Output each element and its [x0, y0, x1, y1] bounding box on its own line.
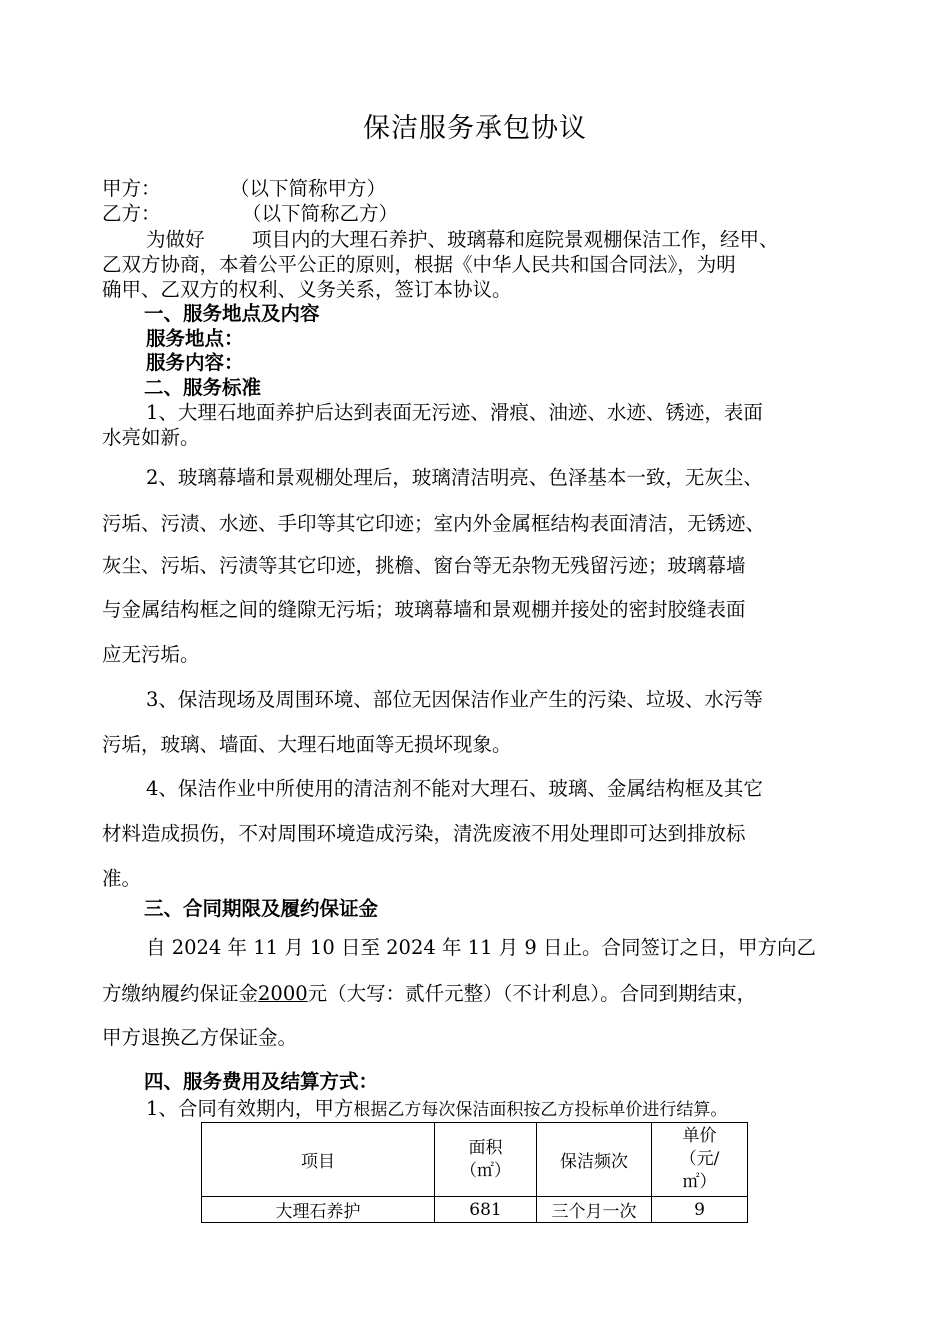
section-2-heading: 二、服务标准 [144, 376, 262, 399]
deposit-amount: 2000 [258, 982, 308, 1005]
standard-2-line-4: 与金属结构框之间的缝隙无污垢；玻璃幕墙和景观棚并接处的密封胶缝表面 [102, 598, 746, 621]
section-4-heading: 四、服务费用及结算方式： [144, 1070, 379, 1093]
settlement-line-1b: 根据乙方每次保洁面积按乙方投标单价进行结算。 [353, 1100, 728, 1120]
standard-2-line-5: 应无污垢。 [102, 643, 200, 666]
section-1-heading: 一、服务地点及内容 [144, 302, 320, 325]
row-item: 大理石养护 [202, 1197, 435, 1223]
party-b-label: 乙方： [102, 202, 161, 225]
header-area [435, 1123, 537, 1197]
header-price-line-2: （元/ [679, 1149, 720, 1170]
row-area: 681 [435, 1197, 537, 1223]
header-frequency: 保洁频次 [537, 1123, 652, 1197]
intro-line-2: 乙双方协商，本着公平公正的原则，根据《中华人民共和国合同法》，为明 [102, 253, 736, 276]
standard-4-line-2: 材料造成损伤，不对周围环境造成污染，清洗废液不用处理即可达到排放标 [102, 822, 746, 845]
standard-3-line-1: 3、保洁现场及周围环境、部位无因保洁作业产生的污染、垃圾、水污等 [146, 688, 763, 711]
term-line-3: 甲方退换乙方保证金。 [102, 1026, 298, 1049]
header-price-line-3: ㎡） [682, 1171, 717, 1192]
section-3-heading: 三、合同期限及履约保证金 [144, 897, 379, 920]
party-a-note: （以下简称甲方） [230, 177, 387, 200]
standard-1-line-1: 1、大理石地面养护后达到表面无污迹、滑痕、油迹、水迹、锈迹，表面 [146, 401, 763, 424]
standard-3-line-2: 污垢，玻璃、墙面、大理石地面等无损坏现象。 [102, 733, 512, 756]
standard-4-line-3: 准。 [102, 867, 142, 890]
intro-line-1a: 为做好 [146, 228, 205, 251]
header-area-line-2: （㎡） [460, 1160, 511, 1181]
document-title: 保洁服务承包协议 [363, 113, 587, 144]
term-line-2b: 元（大写：贰仟元整）（不计利息）。合同到期结束， [307, 982, 757, 1005]
standard-2-line-3: 灰尘、污垢、污渍等其它印迹，挑檐、窗台等无杂物无残留污迹；玻璃幕墙 [102, 554, 746, 577]
header-item: 项目 [202, 1123, 435, 1197]
standard-2-line-2: 污垢、污渍、水迹、手印等其它印迹；室内外金属框结构表面清洁，无锈迹、 [102, 512, 766, 535]
service-location-label: 服务地点： [146, 327, 244, 350]
fee-table [201, 1122, 748, 1223]
header-area-line-1: 面积 [468, 1137, 503, 1158]
row-frequency: 三个月一次 [537, 1197, 652, 1223]
row-price: 9 [652, 1197, 748, 1223]
term-line-1: 自 2024 年 11 月 10 日至 2024 年 11 月 9 日止。合同签订之日，甲方向乙 [146, 936, 816, 959]
header-price-line-1: 单价 [682, 1126, 717, 1147]
table-row [202, 1197, 748, 1223]
term-line-2a: 方缴纳履约保证金 [102, 982, 259, 1005]
intro-line-3: 确甲、乙双方的权利、义务关系，签订本协议。 [102, 278, 512, 301]
header-price [652, 1123, 748, 1197]
standard-1-line-2: 水亮如新。 [102, 426, 200, 449]
intro-line-1b: 项目内的大理石养护、玻璃幕和庭院景观棚保洁工作，经甲、 [252, 228, 779, 251]
party-a-label: 甲方： [102, 177, 161, 200]
settlement-line-1a: 1、合同有效期内，甲方 [146, 1097, 354, 1120]
settlement-line-1 [146, 1097, 727, 1120]
party-b-note: （以下简称乙方） [242, 202, 399, 225]
term-line-2 [102, 982, 756, 1005]
standard-2-line-1: 2、玻璃幕墙和景观棚处理后，玻璃清洁明亮、色泽基本一致，无灰尘、 [146, 466, 763, 489]
service-content-label: 服务内容： [146, 351, 244, 374]
standard-4-line-1: 4、保洁作业中所使用的清洁剂不能对大理石、玻璃、金属结构框及其它 [146, 777, 763, 800]
table-header-row [202, 1123, 748, 1197]
